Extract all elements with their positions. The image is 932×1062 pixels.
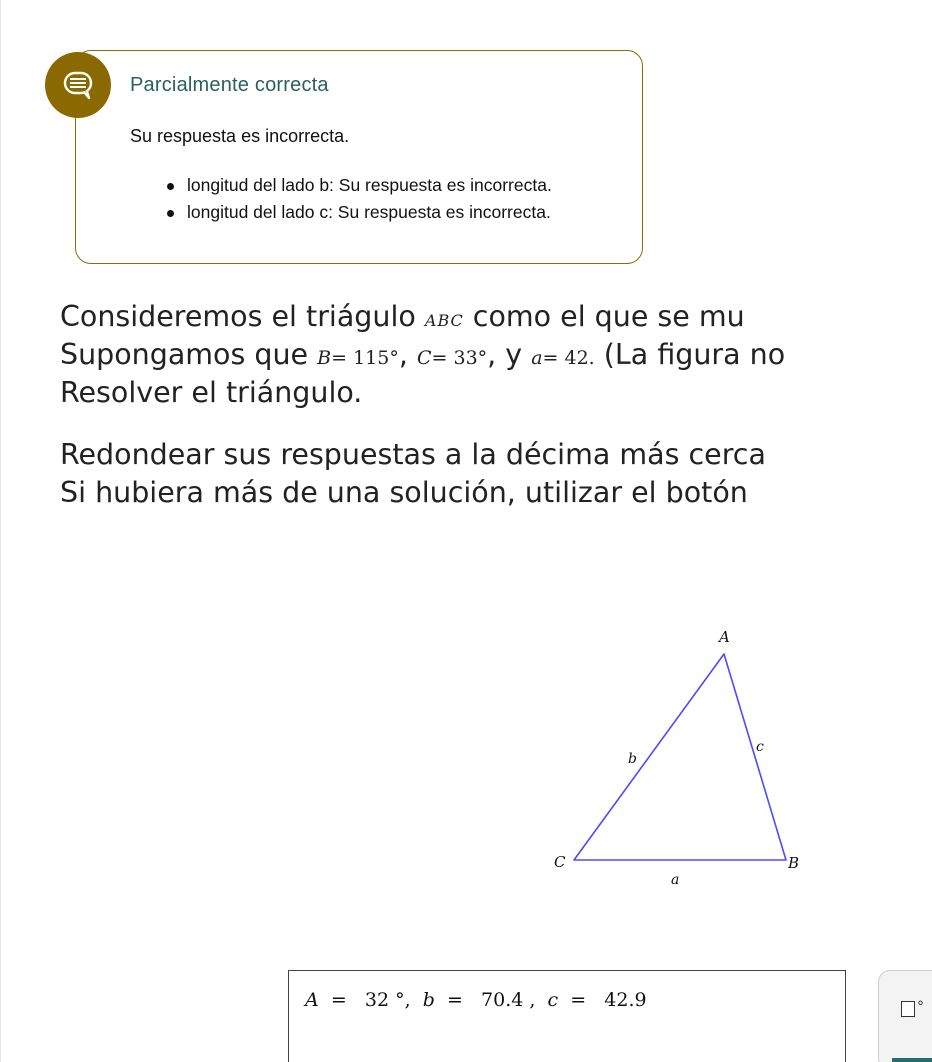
placeholder-box-icon bbox=[901, 1001, 915, 1017]
feedback-item-side-c: longitud del lado c: Su respuesta es incorrecta. bbox=[165, 199, 552, 226]
feedback-badge bbox=[45, 52, 111, 118]
triangle-name: ABC bbox=[424, 311, 464, 330]
feedback-item-side-b: longitud del lado b: Su respuesta es incorrecta. bbox=[165, 172, 552, 199]
vertex-label-A: A bbox=[719, 628, 730, 646]
side-label-c: c bbox=[756, 739, 764, 755]
vertex-label-C: C bbox=[554, 853, 566, 871]
problem-line-2: Supongamos que B= 115°, C= 33°, y a= 42. (La figura no bbox=[60, 338, 786, 371]
answer-A-value[interactable]: 32 bbox=[364, 989, 390, 1011]
left-border bbox=[0, 0, 1, 1062]
answer-b-value[interactable]: 70.4 bbox=[481, 989, 524, 1011]
feedback-title: Parcialmente correcta bbox=[130, 74, 329, 96]
side-label-a: a bbox=[671, 872, 680, 888]
problem-line-1: Consideremos el triágulo ABC como el que se mu bbox=[60, 300, 745, 333]
side-label-b: b bbox=[628, 751, 637, 767]
message-lines-icon bbox=[58, 65, 98, 105]
problem-statement bbox=[60, 298, 932, 512]
vertex-label-B: B bbox=[788, 854, 800, 872]
answer-c-value[interactable]: 42.9 bbox=[604, 989, 647, 1011]
answer-input-box[interactable] bbox=[288, 970, 846, 1062]
triangle-figure bbox=[540, 622, 820, 894]
problem-line-5: Si hubiera más de una solución, utilizar el botón bbox=[60, 476, 748, 509]
triangle-shape bbox=[574, 654, 786, 860]
tool-panel-accent bbox=[892, 1058, 932, 1062]
problem-line-3: Resolver el triángulo. bbox=[60, 376, 363, 409]
feedback-list bbox=[165, 172, 552, 226]
answer-text: A = 32 °, b = 70.4 , c = 42.9 bbox=[305, 989, 647, 1011]
math-tool-panel bbox=[878, 970, 932, 1062]
problem-line-4: Redondear sus respuestas a la décima más cerca bbox=[60, 438, 766, 471]
feedback-subtitle: Su respuesta es incorrecta. bbox=[130, 126, 350, 146]
degree-button[interactable]: ° bbox=[901, 1001, 924, 1017]
